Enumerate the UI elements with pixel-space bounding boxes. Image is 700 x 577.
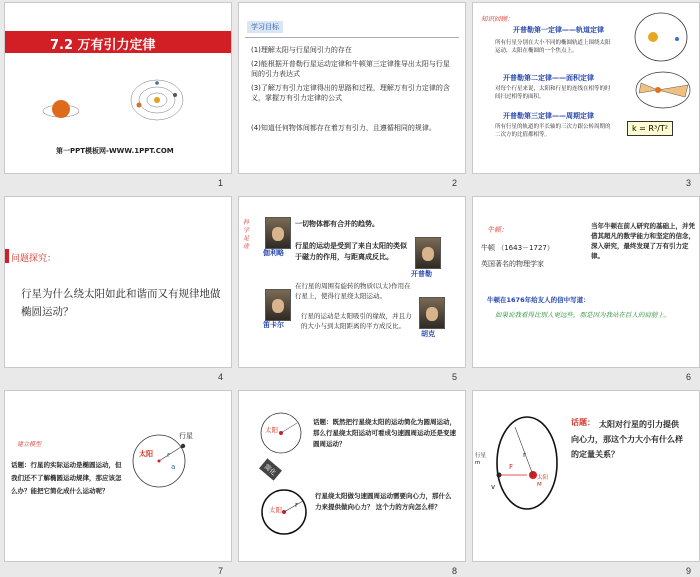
divider [245, 37, 459, 38]
r-label: r [167, 451, 170, 459]
name-kepler: 开普勒 [411, 270, 432, 278]
sun-image [41, 95, 81, 125]
descartes-portrait [265, 289, 291, 321]
slide-number-1: 1 [218, 178, 224, 188]
side-label: 科学足迹 [243, 219, 250, 250]
orbit-bottom-diagram [259, 487, 309, 537]
letter-intro: 牛顿在1676年给友人的信中写道： [487, 296, 590, 304]
force-label: F [509, 463, 514, 471]
sun-label-top: 太阳 [265, 426, 278, 434]
slide-number-5: 5 [452, 372, 458, 382]
quote-2: 行星的运动是受到了来自太阳的类似于磁力的作用，与距离成反比。 [295, 242, 407, 261]
r-label: r [295, 501, 298, 509]
sun-label-bottom: 太阳 [269, 506, 282, 514]
planet-label: 行星 m [475, 453, 487, 466]
quote-1: 一切物体都有合并的趋势。 [295, 220, 379, 228]
model-label: 建立模型 [17, 441, 42, 448]
slide-1[interactable] [4, 2, 232, 174]
discussion-text-1: 话题：既然把行星绕太阳的运动简化为圆周运动，那么行星绕太阳运动可看成匀速圆周运动还是变速圆周运动？ [313, 418, 456, 448]
label-accent [5, 249, 9, 263]
newton-label: 牛顿： [487, 226, 508, 234]
area-law-diagram [633, 65, 693, 115]
sun-label: 太阳 [139, 450, 153, 458]
slide-number-8: 8 [452, 566, 458, 576]
v-label: v [491, 483, 496, 491]
explore-label: 问题探究： [11, 254, 57, 264]
kepler-formula: k = R³/T² [627, 121, 673, 136]
force-diagram [493, 413, 559, 513]
slide-3[interactable] [472, 2, 700, 174]
slide-number-2: 2 [452, 178, 458, 188]
letter-text: 如果说我看得比别人更远些，那是因为我站在巨人的肩膀上。 [495, 311, 671, 319]
solar-system-image [127, 75, 187, 125]
slide-4[interactable] [4, 196, 232, 368]
kepler-portrait [415, 237, 441, 269]
slide-5[interactable] [238, 196, 466, 368]
simplify-arrow: 简化 [259, 458, 282, 480]
law1-text: 所有行星分别在大小不同的椭圆轨道上围绕太阳运动，太阳在椭圆的一个焦点上。 [495, 40, 611, 54]
slide-title: 7.2 万有引力定律 [50, 38, 156, 53]
law1-title: 开普勒第一定律——轨道定律 [513, 26, 604, 34]
topic-label: 话题： [571, 418, 595, 427]
name-descartes: 笛卡尔 [263, 321, 284, 329]
slide-number-9: 9 [686, 566, 692, 576]
hooke-portrait [419, 297, 445, 329]
a-label: a [171, 463, 176, 471]
goal-4: (4)知道任何物体间都存在着万有引力，且遵循相同的规律。 [251, 124, 436, 132]
name-hooke: 胡克 [421, 330, 435, 338]
slide-2[interactable] [238, 2, 466, 174]
sun-label: 太阳 M [537, 475, 549, 488]
slide-number-4: 4 [218, 372, 224, 382]
discussion-text-2: 行星绕太阳做匀速圆周运动需要向心力，那什么力来提供做向心力？ 这个力的方向怎么样？ [315, 492, 452, 511]
law2-text: 对每个行星来说，太阳和行星的连线在相等的时间扫过相等的面积。 [495, 86, 611, 100]
topic-text: 太阳对行星的引力提供向心力，那这个力大小有什么样的定量关系？ [571, 420, 683, 459]
galileo-portrait [265, 217, 291, 249]
goal-2: (2)能根据开普勒行星运动定律和牛顿第三定律推导出太阳与行星间的引力表达式 [251, 60, 450, 78]
section-heading: 学习目标 [247, 21, 283, 33]
quote-3: 在行星的周围有旋转的物质(以太)作用在行星上，使得行星绕太阳运动。 [295, 282, 411, 300]
footer-text: 第一PPT模板网-WWW.1PPT.COM [56, 147, 174, 155]
slide-8[interactable] [238, 390, 466, 562]
slide-6[interactable] [472, 196, 700, 368]
slide-7[interactable] [4, 390, 232, 562]
goal-3: (3)了解万有引力定律得出的思路和过程，理解万有引力定律的含义，掌握万有引力定律的公式 [251, 84, 450, 102]
slide-number-7: 7 [218, 566, 224, 576]
model-text: 话题：行星的实际运动是椭圆运动，但我们还不了解椭圆运动规律，那应该怎么办？能把它简化成什么运动呢？ [11, 461, 122, 495]
quote-4: 行星的运动是太阳吸引的缘故，并且力的大小与到太阳距离的平方成反比。 [301, 312, 412, 330]
law3-text: 所有行星的轨道的半长轴的三次方跟公转周期的二次方的比值都相等。 [495, 124, 611, 138]
slide-9[interactable] [472, 390, 700, 562]
review-label: 知识回顾： [481, 15, 514, 23]
planet-label: 行星 [179, 432, 193, 440]
slide-number-3: 3 [686, 178, 692, 188]
newton-desc: 英国著名的物理学家 [481, 260, 544, 268]
law2-title: 开普勒第二定律——面积定律 [503, 74, 594, 82]
name-galileo: 伽利略 [263, 249, 284, 257]
goal-1: (1)理解太阳与行星间引力的存在 [251, 46, 352, 54]
ellipse-orbit-diagram [631, 9, 691, 64]
r-label: r [523, 451, 526, 459]
newton-name: 牛顿 （1643－1727） [481, 244, 554, 252]
slide-number-6: 6 [686, 372, 692, 382]
newton-quote: 当年牛顿在前人研究的基础上，并凭借其超凡的数学能力和坚定的信念，深入研究，最终发现了万有引力定律。 [591, 222, 695, 260]
question-text: 行星为什么绕太阳如此和谐而又有规律地做椭圆运动？ [21, 288, 221, 318]
law3-title: 开普勒第三定律——周期定律 [503, 112, 594, 120]
